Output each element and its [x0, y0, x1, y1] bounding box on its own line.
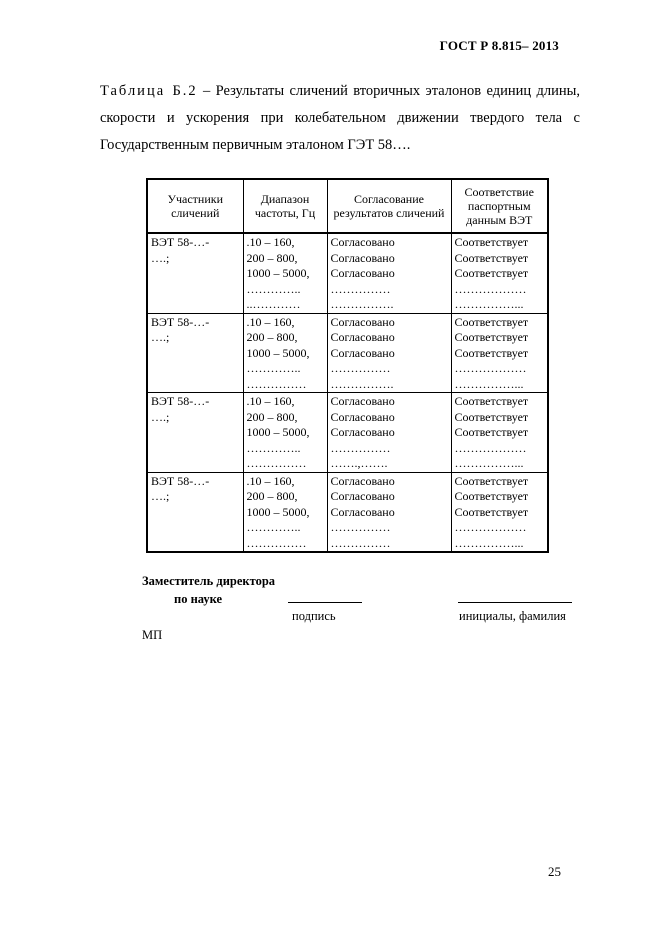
cell-line: Согласовано [330, 425, 395, 439]
cell-line: Соответствует [454, 250, 529, 265]
frequency-range-cell [243, 313, 327, 393]
cell-line: Соответствует [454, 314, 529, 329]
compliance-cell [451, 393, 548, 473]
signature-line [288, 602, 362, 603]
cell-line: ……………... [454, 535, 524, 550]
cell-line: ………….. [246, 520, 301, 534]
signature-label: подпись [292, 609, 336, 623]
cell-line: ….; [151, 489, 170, 503]
cell-line: ….; [151, 409, 170, 424]
cell-line: ……………… [454, 361, 527, 375]
cell-line: Согласовано [330, 314, 395, 329]
cell-line: …………… [330, 520, 391, 534]
cell-line: ……………… [454, 440, 527, 455]
cell-line: ……………. [330, 297, 394, 311]
table-row [147, 233, 548, 313]
cell-line: Соответствует [454, 489, 529, 503]
cell-line: ..………… [246, 297, 301, 311]
table-header-row [147, 179, 548, 233]
cell-line: ……………... [454, 297, 524, 311]
cell-line: Согласовано [330, 250, 395, 265]
participant-cell [147, 393, 243, 473]
cell-line: Согласовано [330, 345, 395, 360]
stamp-label: МП [142, 628, 163, 642]
cell-line: 200 – 800, [246, 330, 298, 344]
name-line [458, 602, 572, 603]
cell-line: Согласовано [330, 489, 395, 503]
cell-line: …………… [246, 376, 307, 391]
cell-line: 200 – 800, [246, 409, 298, 424]
cell-line: Согласовано [330, 504, 395, 519]
participant-cell [147, 313, 243, 393]
cell-line: Соответствует [454, 345, 529, 360]
table-row [147, 393, 548, 473]
cell-line: ………….. [246, 440, 301, 455]
table-row [147, 472, 548, 552]
cell-line: Соответствует [454, 409, 529, 424]
cell-line: Соответствует [454, 394, 529, 408]
cell-line: …………… [330, 361, 391, 375]
agreement-cell [327, 472, 451, 552]
cell-line: Соответствует [454, 504, 529, 519]
signatory-title-line2: по науке [174, 592, 223, 606]
name-label: инициалы, фамилия [459, 609, 566, 623]
cell-line: ВЭТ 58-…- [151, 473, 210, 488]
frequency-range-cell [243, 233, 327, 313]
header-frequency-range: Диапазон частоты, Гц [243, 179, 327, 233]
cell-line: ………….. [246, 281, 301, 296]
header-compliance: Соответствие паспортным данным ВЭТ [451, 179, 548, 233]
cell-line: Согласовано [330, 235, 395, 249]
cell-line: ….; [151, 250, 170, 265]
cell-line: ВЭТ 58-…- [151, 314, 210, 329]
cell-line: Соответствует [454, 330, 529, 344]
cell-line: ВЭТ 58-…- [151, 235, 210, 249]
cell-line: Согласовано [330, 394, 395, 408]
table-caption-label: Таблица Б.2 [100, 83, 198, 99]
cell-line: 1000 – 5000, [246, 504, 310, 519]
table-caption-text: – Результаты сличений вторичных эталонов единиц длины, скорости и ускорения при колебательном движении твердого тела с Государственным первичным эталоном ГЭТ 58…. [100, 83, 580, 153]
cell-line: .10 – 160, [246, 314, 295, 329]
agreement-cell [327, 313, 451, 393]
cell-line: ………….. [246, 361, 301, 375]
compliance-cell [451, 233, 548, 313]
cell-line: ….; [151, 330, 170, 344]
cell-line: …………… [330, 281, 391, 296]
cell-line: …………… [330, 440, 391, 455]
page-number: 25 [548, 864, 561, 879]
cell-line: Согласовано [330, 330, 395, 344]
table-caption [100, 78, 580, 159]
table-row [147, 313, 548, 393]
cell-line: Соответствует [454, 425, 529, 439]
cell-line: Согласовано [330, 266, 395, 280]
cell-line: ……………... [454, 456, 524, 470]
cell-line: 1000 – 5000, [246, 266, 310, 280]
cell-line: 1000 – 5000, [246, 345, 310, 360]
participant-cell [147, 233, 243, 313]
cell-line: 200 – 800, [246, 250, 298, 265]
cell-line: Согласовано [330, 473, 395, 488]
cell-line: ……………… [454, 520, 527, 534]
agreement-cell [327, 233, 451, 313]
cell-line: ……………. [330, 376, 394, 391]
cell-line: Согласовано [330, 409, 395, 424]
cell-line: Соответствует [454, 266, 529, 280]
cell-line: …………… [330, 535, 391, 550]
compliance-cell [451, 313, 548, 393]
table-body [147, 233, 548, 552]
agreement-cell [327, 393, 451, 473]
signatory-title: Заместитель директора [142, 574, 276, 588]
cell-line: ……………… [454, 281, 527, 296]
document-id: ГОСТ Р 8.815– 2013 [439, 38, 559, 53]
cell-line: …………… [246, 535, 307, 550]
cell-line: …………… [246, 456, 307, 470]
compliance-cell [451, 472, 548, 552]
cell-line: .10 – 160, [246, 473, 295, 488]
frequency-range-cell [243, 472, 327, 552]
cell-line: 1000 – 5000, [246, 425, 310, 439]
header-agreement: Согласование результатов сличений [327, 179, 451, 233]
cell-line: ……………... [454, 376, 524, 391]
cell-line: Соответствует [454, 473, 529, 488]
cell-line: ВЭТ 58-…- [151, 394, 210, 408]
header-participants: Участники сличений [147, 179, 243, 233]
cell-line: Соответствует [454, 235, 529, 249]
participant-cell [147, 472, 243, 552]
cell-line: .10 – 160, [246, 235, 295, 249]
frequency-range-cell [243, 393, 327, 473]
cell-line: 200 – 800, [246, 489, 298, 503]
results-table [146, 178, 549, 553]
cell-line: .10 – 160, [246, 394, 295, 408]
cell-line: …….,……. [330, 456, 388, 470]
